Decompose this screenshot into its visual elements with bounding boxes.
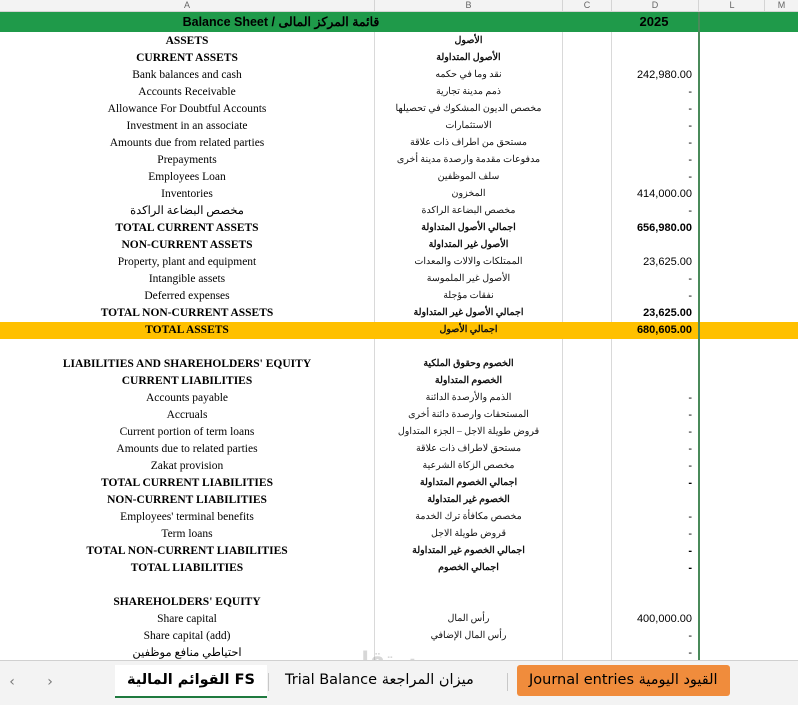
chevron-left-icon[interactable]: ‹ (9, 674, 15, 690)
table-row[interactable] (0, 390, 798, 407)
cell-label-ar[interactable]: الأصول غير الملموسة (426, 274, 511, 284)
cell-amount[interactable]: - (688, 562, 692, 574)
cell-empty[interactable] (563, 169, 611, 186)
sheet-grid[interactable] (0, 12, 798, 660)
cell-label-ar[interactable]: اجمالي الأصول غير المتداولة (413, 308, 524, 318)
cell-amount[interactable]: - (688, 86, 692, 98)
cell-amount[interactable]: 23,625.00 (643, 307, 692, 319)
cell-empty[interactable] (563, 271, 611, 288)
cell-label-en[interactable]: Deferred expenses (144, 290, 230, 302)
cell-empty[interactable] (563, 50, 611, 67)
cell-empty[interactable] (563, 118, 611, 135)
table-row[interactable] (0, 458, 798, 475)
cell-label-ar[interactable]: اجمالي الخصوم غير المتداولة (412, 546, 525, 556)
cell-empty[interactable] (563, 322, 611, 339)
table-row[interactable] (0, 33, 798, 50)
cell-amount[interactable]: 400,000.00 (636, 613, 692, 625)
table-row[interactable] (0, 169, 798, 186)
cell-amount[interactable] (612, 33, 696, 50)
cell-empty[interactable] (563, 101, 611, 118)
cell-label-ar[interactable]: الأصول (454, 36, 483, 46)
cell-label-en[interactable]: Employees' terminal benefits (120, 511, 254, 523)
cell-amount[interactable]: - (688, 477, 692, 489)
cell-amount[interactable] (612, 339, 696, 356)
cell-label-ar[interactable]: مستحق لاطراف ذات علاقة (415, 444, 522, 454)
cell-label-en[interactable]: TOTAL NON-CURRENT ASSETS (100, 307, 274, 319)
cell-amount[interactable]: - (688, 426, 692, 438)
cell-empty[interactable] (563, 475, 611, 492)
cell-label-ar[interactable] (375, 339, 562, 356)
cell-amount[interactable]: - (688, 273, 692, 285)
sheet-title[interactable]: Balance Sheet / قائمة المركز المالى (182, 15, 380, 29)
cell-label-ar[interactable]: الممتلكات والالات والمعدات (414, 257, 523, 267)
cell-empty[interactable] (563, 390, 611, 407)
cell-label-ar[interactable]: مخصص الديون المشكوك في تحصيلها (395, 104, 542, 114)
table-row[interactable] (0, 288, 798, 305)
cell-label-ar[interactable]: الذمم والأرصدة الدائنة (425, 393, 512, 403)
cell-label-ar[interactable]: اجمالي الأصول المتداولة (421, 223, 516, 233)
cell-amount[interactable]: - (688, 171, 692, 183)
cell-label-en[interactable]: Accounts Receivable (138, 86, 236, 98)
cell-label-ar[interactable] (375, 594, 562, 611)
cell-label-en[interactable]: Share capital (add) (143, 630, 231, 642)
cell-empty[interactable] (563, 526, 611, 543)
cell-empty[interactable] (563, 577, 611, 594)
cell-amount[interactable]: - (688, 460, 692, 472)
table-row[interactable] (0, 254, 798, 271)
cell-label-ar[interactable]: قروض طويلة الاجل (430, 529, 507, 539)
cell-amount[interactable]: 23,625.00 (643, 256, 692, 268)
cell-empty[interactable] (563, 67, 611, 84)
cell-label-ar[interactable]: مدفوعات مقدمة وارصدة مدينة أخرى (396, 155, 541, 165)
cell-label-en[interactable]: احتياطي منافع موظفين (132, 647, 242, 659)
cell-label-ar[interactable]: المستحقات وارصدة دائنة أخرى (408, 410, 529, 420)
cell-label-ar[interactable]: المخزون (451, 189, 486, 199)
cell-empty[interactable] (563, 186, 611, 203)
cell-label-en[interactable]: Accruals (166, 409, 208, 421)
cell-label-ar[interactable]: الاستثمارات (445, 121, 492, 131)
cell-label-en[interactable]: TOTAL ASSETS (145, 324, 229, 336)
cell-label-ar[interactable]: سلف الموظفين (437, 172, 500, 182)
cell-empty[interactable] (563, 509, 611, 526)
cell-empty[interactable] (563, 305, 611, 322)
cell-empty[interactable] (563, 611, 611, 628)
cell-amount[interactable] (612, 373, 696, 390)
freeze-pane-line (698, 12, 700, 660)
cell-label-en[interactable]: مخصص البضاعة الراكدة (130, 205, 244, 217)
cell-amount[interactable]: - (688, 137, 692, 149)
tab-trial-balance[interactable]: Trial Balance ميزان المراجعة (285, 672, 474, 688)
table-row[interactable] (0, 594, 798, 611)
cell-amount[interactable]: - (688, 630, 692, 642)
cell-label-en[interactable]: Inventories (161, 188, 213, 200)
cell-empty[interactable] (563, 373, 611, 390)
table-row[interactable] (0, 543, 798, 560)
table-row[interactable] (0, 577, 798, 594)
cell-empty[interactable] (563, 237, 611, 254)
table-row[interactable] (0, 356, 798, 373)
cell-label-ar[interactable] (375, 577, 562, 594)
column-header-d[interactable]: D (612, 0, 699, 11)
cell-label-en[interactable]: CURRENT ASSETS (136, 52, 238, 64)
cell-label-ar[interactable]: الأصول غير المتداولة (428, 240, 509, 250)
cell-label-ar[interactable]: مخصص البضاعة الراكدة (421, 206, 516, 216)
tab-separator (507, 673, 508, 691)
cell-empty[interactable] (563, 441, 611, 458)
cell-label-ar[interactable]: الأصول المتداولة (436, 53, 501, 63)
cell-label-ar[interactable]: نقد وما في حكمه (435, 70, 502, 80)
cell-empty[interactable] (563, 288, 611, 305)
cell-empty[interactable] (563, 492, 611, 509)
cell-label-ar[interactable]: اجمالي الخصوم المتداولة (419, 478, 518, 488)
cell-amount[interactable] (612, 577, 696, 594)
cell-empty[interactable] (563, 560, 611, 577)
cell-label-ar[interactable]: نفقات مؤجلة (443, 291, 494, 301)
table-row[interactable] (0, 407, 798, 424)
cell-empty[interactable] (563, 645, 611, 660)
cell-label-en[interactable]: Prepayments (157, 154, 217, 166)
column-header-bar (0, 0, 798, 12)
cell-empty[interactable] (563, 84, 611, 101)
cell-empty[interactable] (563, 356, 611, 373)
table-row[interactable] (0, 322, 798, 339)
cell-empty[interactable] (563, 220, 611, 237)
table-row[interactable] (0, 152, 798, 169)
cell-label-en[interactable]: LIABILITIES AND SHAREHOLDERS' EQUITY (62, 358, 312, 370)
cell-amount[interactable] (612, 492, 696, 509)
cell-amount[interactable]: - (688, 290, 692, 302)
table-row[interactable] (0, 271, 798, 288)
cell-label-en[interactable]: TOTAL LIABILITIES (130, 562, 244, 574)
cell-empty[interactable] (563, 339, 611, 356)
table-row[interactable] (0, 101, 798, 118)
cell-empty[interactable] (563, 458, 611, 475)
cell-empty[interactable] (563, 594, 611, 611)
table-row[interactable] (0, 67, 798, 84)
table-row[interactable] (0, 492, 798, 509)
cell-label-en[interactable]: Amounts due to related parties (116, 443, 258, 455)
table-row[interactable] (0, 424, 798, 441)
table-row[interactable] (0, 373, 798, 390)
table-row[interactable] (0, 441, 798, 458)
cell-empty[interactable] (563, 407, 611, 424)
column-header-l[interactable]: L (700, 0, 765, 11)
table-row[interactable] (0, 220, 798, 237)
cell-label-ar[interactable]: مخصص مكافأة ترك الخدمة (415, 512, 522, 522)
column-header-a[interactable]: A (0, 0, 375, 11)
cell-label-ar[interactable]: الخصوم وحقوق الملكية (423, 359, 514, 369)
table-row[interactable] (0, 118, 798, 135)
cell-empty[interactable] (563, 33, 611, 50)
table-row[interactable] (0, 186, 798, 203)
cell-empty[interactable] (563, 135, 611, 152)
table-row[interactable] (0, 628, 798, 645)
cell-label-en[interactable]: Current portion of term loans (119, 426, 255, 438)
cell-label-ar[interactable]: اجمالي الأصول (439, 325, 498, 335)
cell-amount[interactable]: - (688, 511, 692, 523)
column-header-b[interactable]: B (375, 0, 563, 11)
cell-label-ar[interactable]: الخصوم المتداولة (434, 376, 503, 386)
table-row[interactable] (0, 237, 798, 254)
cell-amount[interactable] (612, 50, 696, 67)
cell-label-en[interactable]: ASSETS (165, 35, 209, 47)
cell-label-en[interactable]: SHAREHOLDERS' EQUITY (113, 596, 261, 608)
cell-label-en[interactable]: NON-CURRENT LIABILITIES (107, 494, 267, 506)
cell-label-en[interactable]: NON-CURRENT ASSETS (121, 239, 253, 251)
chevron-right-icon[interactable]: › (47, 674, 53, 690)
tab-separator (268, 673, 269, 691)
cell-amount[interactable]: 242,980.00 (636, 69, 692, 81)
cell-label-en[interactable] (0, 577, 374, 594)
cell-amount[interactable] (612, 594, 696, 611)
cell-empty[interactable] (563, 424, 611, 441)
cell-amount[interactable]: - (688, 392, 692, 404)
table-row[interactable] (0, 475, 798, 492)
cell-amount[interactable]: 414,000.00 (636, 188, 692, 200)
cell-label-en[interactable]: Allowance For Doubtful Accounts (107, 103, 267, 115)
cell-amount[interactable]: - (688, 443, 692, 455)
table-row[interactable] (0, 50, 798, 67)
tab-financial-statements[interactable]: القوائم المالية FS (115, 665, 267, 698)
header-row[interactable] (0, 12, 798, 32)
cell-label-en[interactable]: TOTAL NON-CURRENT LIABILITIES (86, 545, 288, 557)
cell-empty[interactable] (563, 203, 611, 220)
cell-label-en[interactable]: Property, plant and equipment (117, 256, 257, 268)
cell-label-ar[interactable]: الخصوم غير المتداولة (427, 495, 510, 505)
column-header-m[interactable]: M (777, 0, 786, 10)
cell-amount[interactable]: - (688, 103, 692, 115)
cell-amount[interactable] (612, 356, 696, 373)
cell-label-ar[interactable]: رأس المال الإضافي (430, 631, 507, 641)
cell-label-en[interactable]: Zakat provision (150, 460, 224, 472)
cell-label-en[interactable]: TOTAL CURRENT LIABILITIES (101, 477, 273, 489)
cell-amount[interactable]: - (688, 528, 692, 540)
cell-amount[interactable]: - (688, 647, 692, 659)
cell-amount[interactable]: - (688, 120, 692, 132)
table-row[interactable] (0, 560, 798, 577)
cell-label-en[interactable]: Employees Loan (148, 171, 226, 183)
table-row[interactable] (0, 305, 798, 322)
cell-empty[interactable] (563, 254, 611, 271)
cell-label-en[interactable]: Accounts payable (145, 392, 229, 404)
cell-amount[interactable]: - (688, 409, 692, 421)
cell-label-ar[interactable]: مستحق من اطراف ذات علاقة (409, 138, 528, 148)
cell-empty[interactable] (563, 152, 611, 169)
cell-empty[interactable] (563, 543, 611, 560)
cell-amount[interactable]: - (688, 154, 692, 166)
table-row[interactable] (0, 339, 798, 356)
cell-label-en[interactable]: Share capital (157, 613, 217, 625)
cell-label-en[interactable]: Amounts due from related parties (109, 137, 265, 149)
cell-amount[interactable]: - (688, 545, 692, 557)
cell-amount[interactable] (612, 237, 696, 254)
cell-label-en[interactable]: Intangible assets (148, 273, 226, 285)
cell-amount[interactable]: 656,980.00 (636, 222, 692, 234)
cell-label-en[interactable] (0, 339, 374, 356)
cell-label-en[interactable]: CURRENT LIABILITIES (121, 375, 253, 387)
cell-label-ar[interactable]: اجمالي الخصوم (438, 563, 499, 573)
cell-amount[interactable]: 680,605.00 (636, 324, 692, 336)
cell-label-en[interactable]: Bank balances and cash (132, 69, 242, 81)
year-header[interactable]: 2025 (639, 14, 669, 29)
cell-empty[interactable] (563, 628, 611, 645)
tab-journal-entries[interactable]: Journal entries القيود اليومية (517, 665, 730, 696)
cell-label-ar[interactable]: ذمم مدينة تجارية (435, 87, 502, 97)
cell-label-en[interactable]: Term loans (161, 528, 213, 540)
table-row[interactable] (0, 203, 798, 220)
sheet-tab-bar (0, 660, 798, 705)
table-row[interactable] (0, 526, 798, 543)
cell-label-ar[interactable]: قروض طويلة الاجل – الجزء المتداول (397, 427, 540, 437)
table-row[interactable] (0, 84, 798, 101)
cell-label-en[interactable]: TOTAL CURRENT ASSETS (115, 222, 259, 234)
cell-label-ar[interactable]: رأس المال (447, 614, 490, 624)
cell-label-ar[interactable]: مخصص الزكاة الشرعية (422, 461, 515, 471)
column-header-c[interactable]: C (563, 0, 612, 11)
table-row[interactable] (0, 509, 798, 526)
cell-amount[interactable]: - (688, 205, 692, 217)
table-row[interactable] (0, 611, 798, 628)
table-row[interactable] (0, 135, 798, 152)
cell-label-en[interactable]: Investment in an associate (126, 120, 248, 132)
